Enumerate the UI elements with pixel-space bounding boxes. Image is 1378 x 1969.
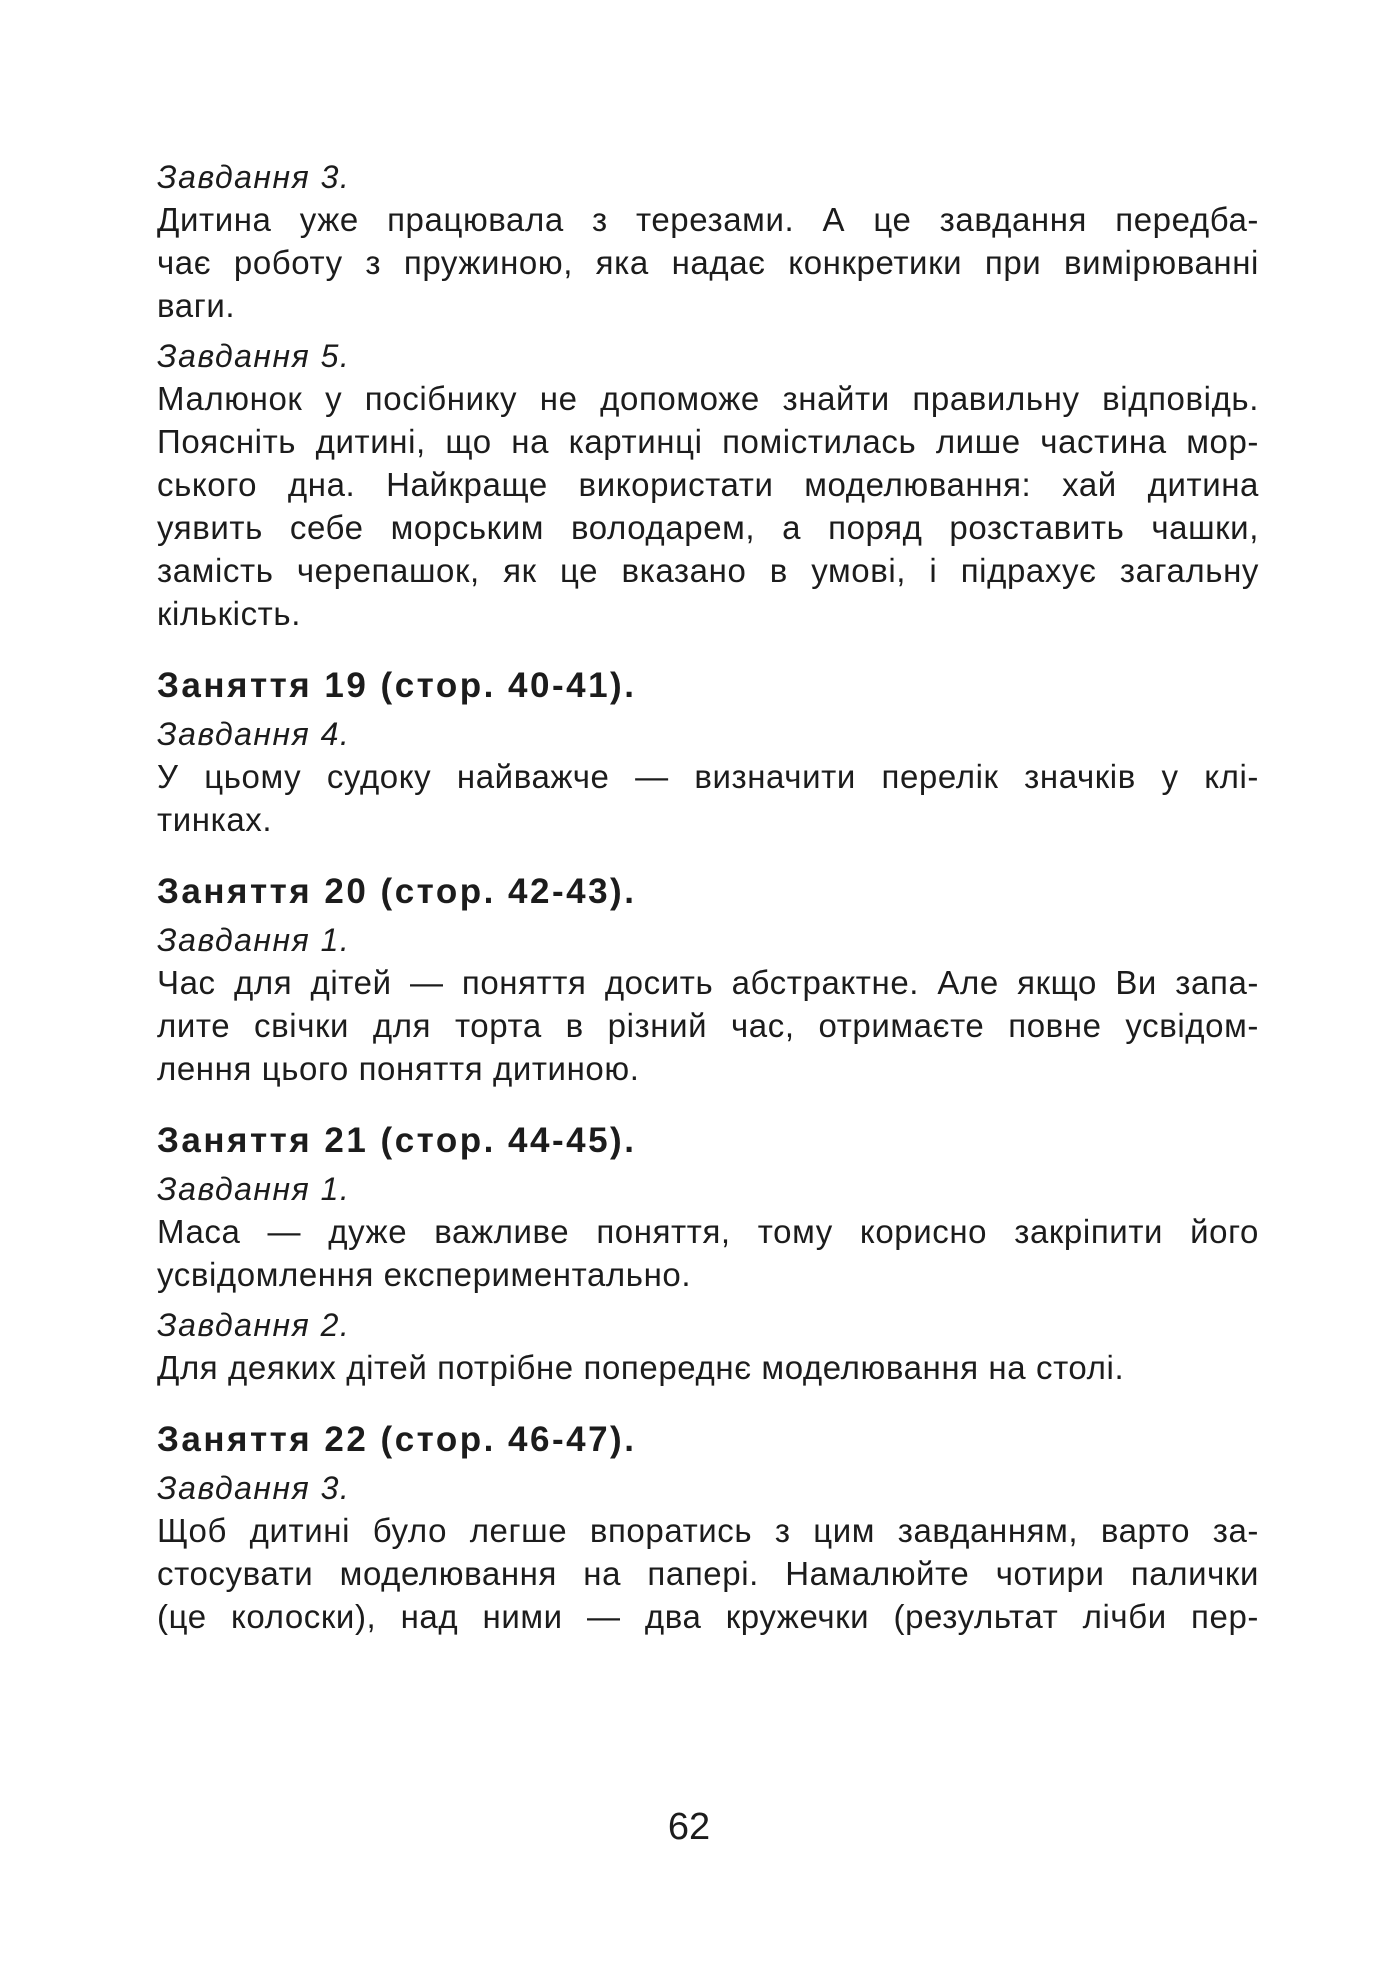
lesson-heading: Заняття 20 (стор. 42-43).	[157, 872, 637, 911]
text-line: лення цього поняття дитиною.	[157, 1050, 640, 1087]
task-heading: Завдання 4.	[157, 716, 351, 752]
task-paragraph	[157, 1346, 1259, 1389]
text-line: (це колоски), над ними — два кружечки (результат лічби пер-	[157, 1598, 1259, 1635]
text-line: уявить себе морським володарем, а поряд розставить чашки,	[157, 509, 1259, 546]
page-number: 62	[667, 1806, 711, 1848]
text-line: замість черепашок, як це вказано в умові, і підрахує загальну	[157, 552, 1259, 589]
text-line: Дитина уже працювала з терезами. А це завдання передба-	[157, 201, 1259, 238]
text-line: стосувати моделювання на папері. Намалюйте чотири палички	[157, 1555, 1259, 1592]
task-paragraph	[157, 1509, 1259, 1638]
text-line: Поясніть дитині, що на картинці помістилась лише частина мор-	[157, 423, 1259, 460]
text-line: ського дна. Найкраще використати моделювання: хай дитина	[157, 466, 1259, 503]
text-line: Малюнок у посібнику не допоможе знайти правильну відповідь.	[157, 380, 1259, 417]
lesson-heading: Заняття 19 (стор. 40-41).	[157, 666, 637, 705]
task-paragraph	[157, 1210, 1259, 1296]
text-line: усвідомлення експериментально.	[157, 1256, 692, 1293]
text-line: Щоб дитині було легше впоратись з цим завданням, варто за-	[157, 1512, 1259, 1549]
text-line: У цьому судоку найважче — визначити перелік значків у клі-	[157, 758, 1259, 795]
lesson-heading: Заняття 22 (стор. 46-47).	[157, 1420, 637, 1459]
task-paragraph	[157, 755, 1259, 841]
page-body	[157, 150, 1259, 1646]
task-heading: Завдання 3.	[157, 159, 351, 195]
task-paragraph	[157, 961, 1259, 1090]
task-paragraph	[157, 377, 1259, 635]
task-paragraph	[157, 198, 1259, 327]
text-line: Маса — дуже важливе поняття, тому корисно закріпити його	[157, 1213, 1259, 1250]
task-heading: Завдання 5.	[157, 338, 351, 374]
text-line: кількість.	[157, 595, 301, 632]
task-heading: Завдання 1.	[157, 1171, 351, 1207]
text-line: лите свічки для торта в різний час, отримаєте повне усвідом-	[157, 1007, 1259, 1044]
text-line: чає роботу з пружиною, яка надає конкретики при вимірюванні	[157, 244, 1259, 281]
text-line: Час для дітей — поняття досить абстрактне. Але якщо Ви запа-	[157, 964, 1259, 1001]
task-heading: Завдання 1.	[157, 922, 351, 958]
lesson-heading: Заняття 21 (стор. 44-45).	[157, 1121, 637, 1160]
task-heading: Завдання 3.	[157, 1470, 351, 1506]
text-line: тинках.	[157, 801, 273, 838]
text-line: Для деяких дітей потрібне попереднє моделювання на столі.	[157, 1349, 1125, 1386]
text-line: ваги.	[157, 287, 236, 324]
task-heading: Завдання 2.	[157, 1307, 351, 1343]
